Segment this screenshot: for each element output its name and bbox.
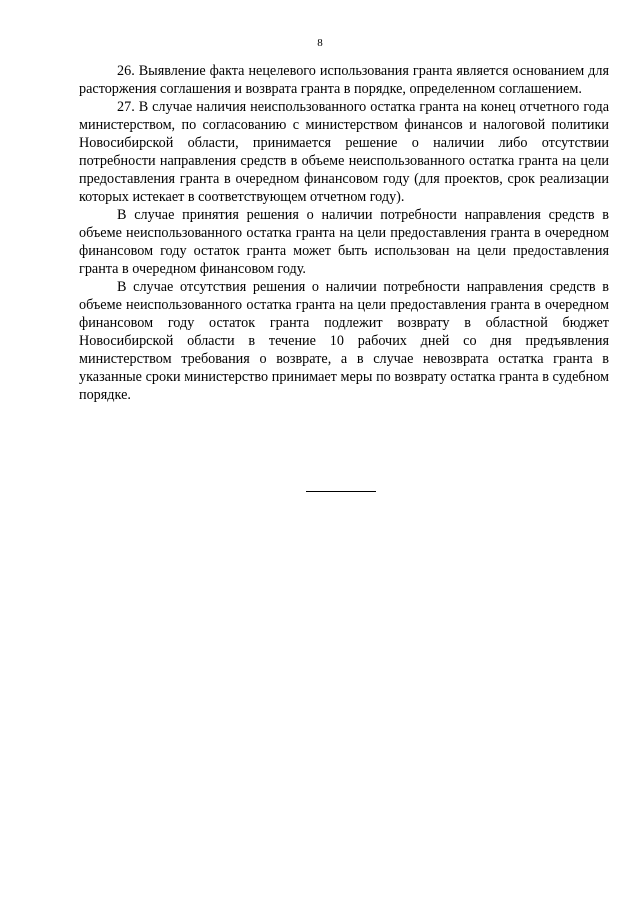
paragraph-27-no-decision: В случае отсутствия решения о наличии потребности направления средств в объеме неиспользованного остатка гранта на цели предоставления гранта в очередном финансовом году остаток гранта подлежит возврату в областной бюджет Новосибирской области в течение 10 рабочих дней со дня предъявления министерством требования о возврате, а в случае невозврата остатка гранта в указанные сроки министерство принимает меры по возврату остатка гранта в судебном порядке.	[79, 279, 609, 403]
page-number: 8	[317, 37, 323, 49]
paragraph-26: 26. Выявление факта нецелевого использования гранта является основанием для расторжения соглашения и возврата гранта в порядке, определенном соглашением.	[79, 63, 609, 97]
end-of-document-rule	[306, 491, 376, 492]
paragraph-27: 27. В случае наличия неиспользованного остатка гранта на конец отчетного года министерством, по согласованию с министерством финансов и налоговой политики Новосибирской области, принимается решение о наличии либо отсутствии потребности направления средств в объеме неиспользованного остатка гранта на цели предоставления гранта в очередном финансовом году (для проектов, срок реализации которых истекает в соответствующем отчетном году).	[79, 99, 609, 205]
paragraph-27-decision-made: В случае принятия решения о наличии потребности направления средств в объеме неиспользованного остатка гранта на цели предоставления гранта в очередном финансовом году остаток гранта может быть использован на цели предоставления гранта в очередном финансовом году.	[79, 207, 609, 277]
document-body	[79, 62, 609, 404]
